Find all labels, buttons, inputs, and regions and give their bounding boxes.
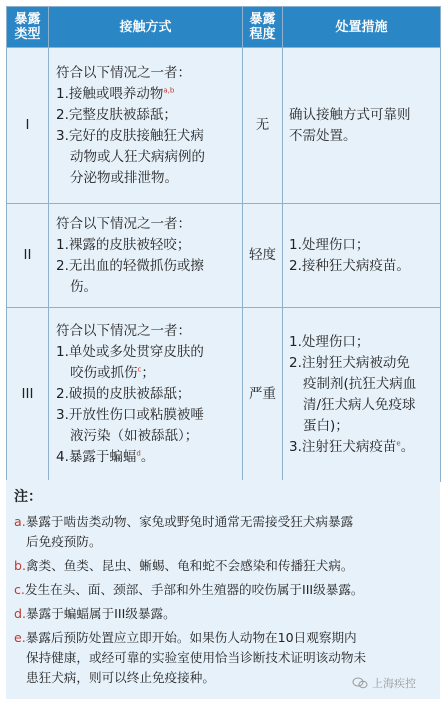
method-item: 1.裸露的皮肤被轻咬； (56, 236, 191, 253)
row-type: II (7, 204, 49, 308)
row-measure: 确认接触方式可靠则 不需处置。 (283, 48, 441, 204)
footnote-ref: c (137, 365, 142, 374)
row-method (49, 204, 243, 308)
row-measure: 1.处理伤口； 2.注射狂犬病被动免 疫制剂(抗狂犬病血 清/狂犬病人免疫球 蛋白)； 3.注射狂犬病疫苗$^e$。 (283, 308, 441, 482)
exposure-table (6, 6, 441, 482)
method-item: 液污染（如被舔舐）； (70, 428, 199, 444)
note-item: d.暴露于蝙蝠属于III级暴露。 (14, 606, 176, 621)
wechat-icon (352, 677, 368, 689)
row-method (49, 48, 243, 204)
method-item: 1.接触或喂养动物$^{a,b}$ (56, 85, 175, 102)
note-item: a.暴露于啮齿类动物、家兔或野兔时通常无需接受狂犬病暴露 后免疫预防。 (14, 514, 354, 549)
method-item: 2.破损的皮肤被舔舐； (56, 386, 191, 402)
method-item: 1.单处或多处贯穿皮肤的 (56, 344, 204, 360)
row-type: I (7, 48, 49, 204)
row-level: 无 (243, 48, 283, 204)
method-intro: 符合以下情况之一者： (56, 215, 191, 232)
table-row (7, 48, 441, 204)
table-row (7, 308, 441, 482)
footnote-ref: e (396, 439, 401, 447)
method-intro: 符合以下情况之一者： (56, 323, 191, 339)
method-item: 4.暴露于蝙蝠$^d$。 (56, 449, 155, 465)
header-level: 暴露 程度 (243, 7, 283, 48)
method-item: 3.完好的皮肤接触狂犬病 (56, 127, 204, 144)
method-item: 动物或人狂犬病病例的 (70, 148, 205, 165)
watermark-text: 上海疾控 (372, 677, 416, 690)
method-item: 分泌物或排泄物。 (70, 169, 178, 186)
document (6, 6, 440, 699)
note-item: c.发生在头、面、颈部、手部和外生殖器的咬伤属于III级暴露。 (14, 582, 364, 597)
note-item: e.暴露后预防处置应立即开始。如果伤人动物在10日观察期内 保持健康，或经可靠的实验室使用恰当诊断技术证明该动物未 患狂犬病，则可以终止免疫接种。 (14, 630, 367, 685)
method-item: 2.完整皮肤被舔舐； (56, 106, 177, 123)
method-item: 伤。 (70, 278, 97, 295)
footnote-ref: a,b (163, 86, 175, 94)
method-item: 3.开放性伤口或粘膜被唾 (56, 407, 204, 423)
method-item: 咬伤或抓伤$^c$； (70, 365, 155, 381)
watermark (352, 675, 416, 691)
row-method (49, 308, 243, 482)
table-row (7, 204, 441, 308)
header-method: 接触方式 (49, 7, 243, 48)
note-item: b.禽类、鱼类、昆虫、蜥蜴、龟和蛇不会感染和传播狂犬病。 (14, 558, 354, 573)
notes-title: 注： (14, 489, 42, 505)
method-intro: 符合以下情况之一者： (56, 64, 191, 81)
row-measure: 1.处理伤口； 2.接种狂犬病疫苗。 (283, 204, 441, 308)
notes-section (6, 480, 440, 699)
footnote-ref: d (136, 449, 141, 458)
header-measure: 处置措施 (283, 7, 441, 48)
method-item: 2.无出血的轻微抓伤或擦 (56, 257, 204, 274)
row-level: 严重 (243, 308, 283, 482)
row-level: 轻度 (243, 204, 283, 308)
header-type: 暴露 类型 (7, 7, 49, 48)
table-header-row (7, 7, 441, 48)
row-type: III (7, 308, 49, 482)
